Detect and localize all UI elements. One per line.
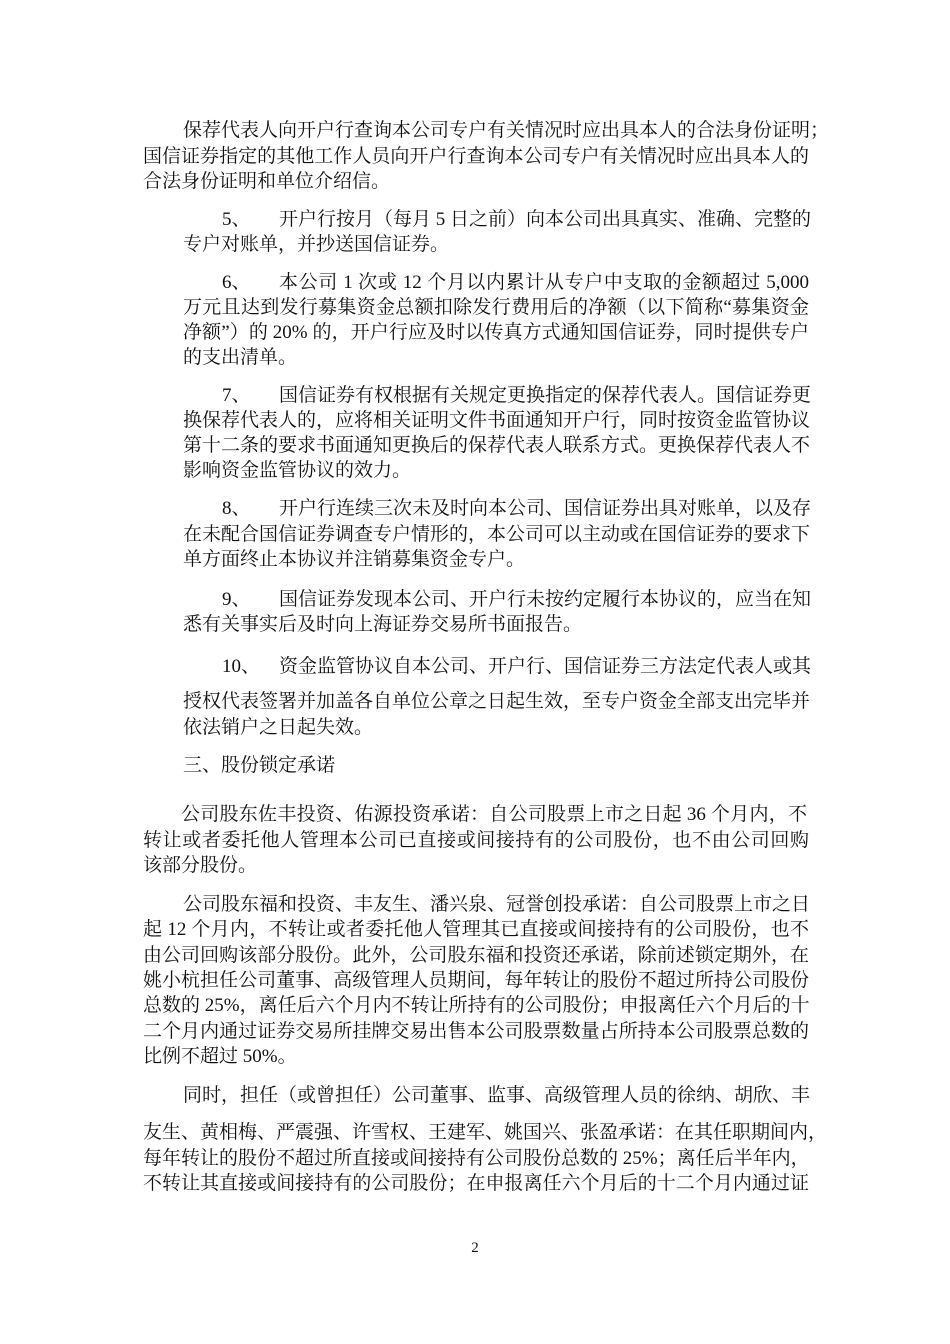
text-line: 的支出清单。 xyxy=(183,347,298,368)
text-line: 二个月内通过证券交易所挂牌交易出售本公司股票数量占所持本公司股票总数的 xyxy=(143,1021,809,1042)
item-number: 5、 xyxy=(222,209,251,230)
text-line: 专户对账单，并抄送国信证券。 xyxy=(183,234,450,255)
text-line: 影响资金监管协议的效力。 xyxy=(183,460,412,481)
text-line: 起 12 个月内，不转让或者委托他人管理其已直接或间接持有的公司股份，也不 xyxy=(143,919,809,940)
page-number: 2 xyxy=(471,1240,479,1256)
item-number: 9、 xyxy=(222,589,251,610)
item-number: 8、 xyxy=(222,498,251,519)
text-line: 第十二条的要求书面通知更换后的保荐代表人联系方式。更换保荐代表人不 xyxy=(183,435,811,456)
text-line: 国信证券指定的其他工作人员向开户行查询本公司专户有关情况时应出具本人的 xyxy=(143,146,809,167)
text-line: 友生、黄相梅、严震强、许雪权、王建军、姚国兴、张盈承诺：在其任职期间内， xyxy=(143,1122,828,1143)
text-line: 开户行连续三次未及时向本公司、国信证券出具对账单，以及存 xyxy=(279,498,812,519)
text-line: 净额”）的 20% 的，开户行应及时以传真方式通知国信证券，同时提供专户 xyxy=(183,322,809,343)
text-line: 单方面终止本协议并注销募集资金专户。 xyxy=(183,549,526,570)
text-line: 悉有关事实后及时向上海证券交易所书面报告。 xyxy=(183,614,583,635)
item-number: 7、 xyxy=(222,385,251,406)
text-line: 由公司回购该部分股份。此外，公司股东福和投资还承诺，除前述锁定期外，在 xyxy=(143,945,809,966)
text-line: 国信证券发现本公司、开户行未按约定履行本协议的，应当在知 xyxy=(279,589,812,610)
text-line: 国信证券有权根据有关规定更换指定的保荐代表人。国信证券更 xyxy=(279,385,812,406)
text-line: 万元且达到发行募集资金总额扣除发行费用后的净额（以下简称“募集资金 xyxy=(183,297,809,318)
text-line: 每年转让的股份不超过所直接或间接持有公司股份总数的 25%；离任后半年内， xyxy=(143,1148,810,1169)
text-line: 比例不超过 50%。 xyxy=(143,1046,297,1067)
text-line: 保荐代表人向开户行查询本公司专户有关情况时应出具本人的合法身份证明； xyxy=(183,120,830,141)
text-line: 公司股东福和投资、丰友生、潘兴泉、冠誉创投承诺：自公司股票上市之日 xyxy=(183,894,811,915)
text-line: 本公司 1 次或 12 个月以内累计从专户中支取的金额超过 5,000 xyxy=(279,272,809,293)
text-line: 不转让其直接或间接持有的公司股份；在申报离任六个月后的十二个月内通过证 xyxy=(143,1173,809,1194)
text-line: 姚小杭担任公司董事、高级管理人员期间，每年转让的股份不超过所持公司股份 xyxy=(143,970,809,991)
item-number: 10、 xyxy=(222,656,261,677)
text-line: 依法销户之日起失效。 xyxy=(183,717,374,738)
text-line: 合法身份证明和单位介绍信。 xyxy=(143,171,391,192)
text-line: 公司股东佐丰投资、佑源投资承诺：自公司股票上市之日起 36 个月内，不 xyxy=(181,804,807,825)
text-line: 在未配合国信证券调查专户情形的，本公司可以主动或在国信证券的要求下 xyxy=(183,524,811,545)
text-line: 资金监管协议自本公司、开户行、国信证券三方法定代表人或其 xyxy=(279,656,812,677)
text-line: 总数的 25%，离任后六个月内不转让所持有的公司股份；申报离任六个月后的十 xyxy=(143,995,810,1016)
text-line: 授权代表签署并加盖各自单位公章之日起生效，至专户资金全部支出完毕并 xyxy=(183,691,811,712)
item-number: 6、 xyxy=(222,272,251,293)
text-line: 该部分股份。 xyxy=(143,855,258,876)
text-line: 转让或者委托他人管理本公司已直接或间接持有的公司股份，也不由公司回购 xyxy=(143,830,809,851)
text-line: 换保荐代表人的，应将相关证明文件书面通知开户行，同时按资金监管协议 xyxy=(183,410,811,431)
text-line: 开户行按月（每月 5 日之前）向本公司出具真实、准确、完整的 xyxy=(279,209,812,230)
section-heading: 三、股份锁定承诺 xyxy=(183,755,336,776)
text-line: 同时，担任（或曾担任）公司董事、监事、高级管理人员的徐纳、胡欣、丰 xyxy=(183,1085,811,1106)
